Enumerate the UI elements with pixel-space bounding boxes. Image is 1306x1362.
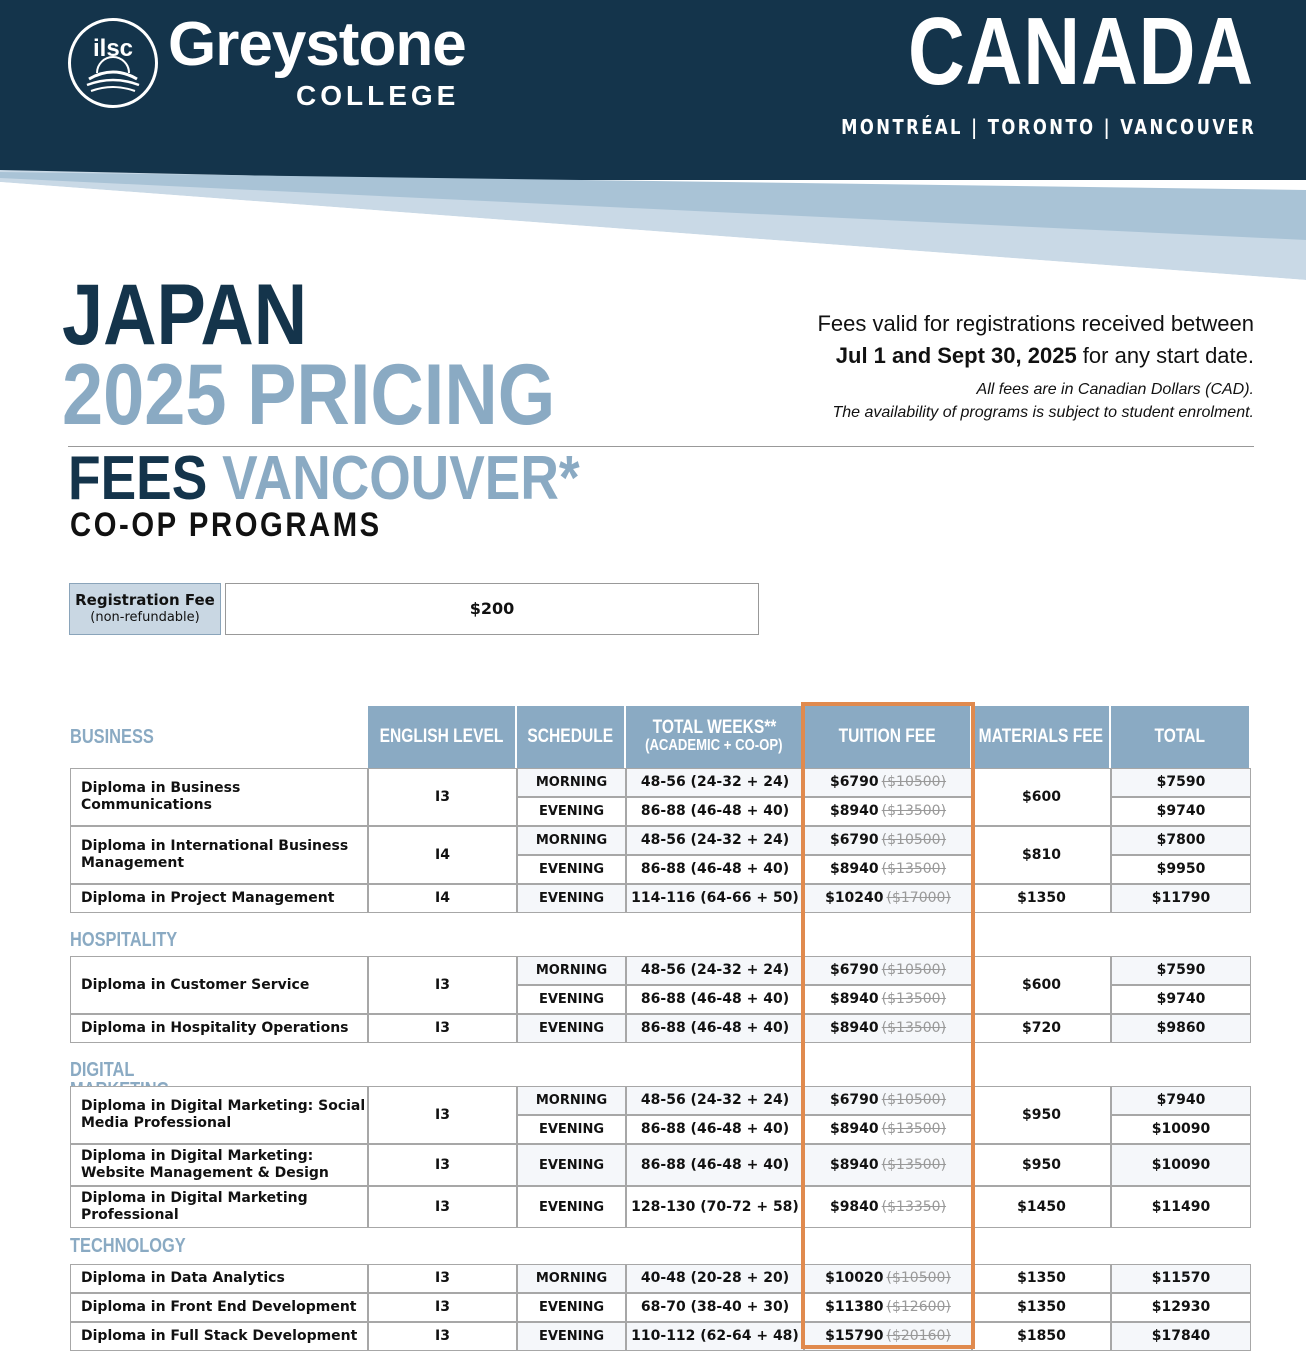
header-banner: [0, 0, 1306, 280]
materials-fee: $600: [972, 956, 1111, 1014]
tuition-fee: [804, 956, 972, 985]
schedule: MORNING: [517, 768, 626, 797]
programs-subtitle: CO-OP PROGRAMS: [70, 506, 382, 544]
original-price: ($13500): [881, 803, 947, 819]
schedule: MORNING: [517, 1264, 626, 1293]
original-price: ($10500): [881, 1092, 947, 1108]
english-level: I3: [368, 1264, 517, 1293]
header-total-weeks-sub: (ACADEMIC + CO-OP): [645, 737, 783, 754]
logo-badge: [68, 18, 158, 108]
total-weeks: 128-130 (70-72 + 58): [626, 1186, 804, 1228]
materials-fee: $1450: [972, 1186, 1111, 1228]
header-materials-fee: [972, 706, 1111, 768]
total-weeks: 114-116 (64-66 + 50): [626, 884, 804, 913]
registration-fee-title: Registration Fee: [75, 591, 215, 609]
english-level: I3: [368, 1144, 517, 1186]
program-name: Diploma in Digital Marketing: Website Management & Design: [70, 1144, 368, 1186]
tuition-price: $8940: [829, 803, 879, 819]
total-fee: $9740: [1111, 985, 1251, 1014]
total-weeks: 86-88 (46-48 + 40): [626, 1014, 804, 1043]
currency-note: [832, 378, 1254, 424]
tuition-fee: [804, 985, 972, 1014]
tuition-price: $11380: [825, 1299, 884, 1315]
english-level: I3: [368, 1014, 517, 1043]
program-name: Diploma in Customer Service: [70, 956, 368, 1014]
total-fee: $10090: [1111, 1144, 1251, 1186]
total-weeks: 86-88 (46-48 + 40): [626, 1115, 804, 1144]
schedule: MORNING: [517, 1086, 626, 1115]
validity-dates: Jul 1 and Sept 30, 2025: [835, 343, 1077, 368]
registration-fee-value: $200: [225, 583, 759, 635]
materials-fee: $950: [972, 1144, 1111, 1186]
tuition-fee: [804, 1086, 972, 1115]
total-weeks: 86-88 (46-48 + 40): [626, 985, 804, 1014]
materials-fee: $1350: [972, 1293, 1111, 1322]
pricing-title: 2025 PRICING: [62, 347, 556, 443]
original-price: ($13500): [881, 861, 947, 877]
tuition-fee: [804, 1144, 972, 1186]
header-english-level: [368, 706, 517, 768]
schedule: EVENING: [517, 1186, 626, 1228]
original-price: ($17000): [886, 890, 951, 906]
tuition-fee: [804, 797, 972, 826]
materials-fee: $1850: [972, 1322, 1111, 1351]
tuition-price: $8940: [829, 1020, 879, 1036]
total-weeks: 48-56 (24-32 + 24): [626, 826, 804, 855]
logo-subtitle: COLLEGE: [296, 80, 460, 111]
total-fee: $17840: [1111, 1322, 1251, 1351]
total-fee: $9950: [1111, 855, 1251, 884]
schedule: EVENING: [517, 1322, 626, 1351]
header-total-label: TOTAL: [1154, 726, 1206, 747]
header-tuition-fee: [804, 706, 972, 768]
materials-fee: $1350: [972, 884, 1111, 913]
header-total-weeks-label: TOTAL WEEKS**: [652, 717, 776, 738]
materials-fee: $600: [972, 768, 1111, 826]
fees-word: FEES: [68, 444, 208, 513]
fees-title: [68, 444, 580, 513]
english-level: I3: [368, 1186, 517, 1228]
tuition-fee: [804, 884, 972, 913]
materials-fee: $1350: [972, 1264, 1111, 1293]
header-schedule-label: SCHEDULE: [527, 726, 614, 747]
total-fee: $7590: [1111, 768, 1251, 797]
schedule: EVENING: [517, 884, 626, 913]
total-weeks: 86-88 (46-48 + 40): [626, 855, 804, 884]
category-business: BUSINESS: [70, 726, 154, 748]
total-weeks: 110-112 (62-64 + 48): [626, 1322, 804, 1351]
tuition-price: $6790: [829, 832, 879, 848]
tuition-fee: [804, 855, 972, 884]
header-schedule: [517, 706, 626, 768]
tuition-fee: [804, 1014, 972, 1043]
tuition-price: $6790: [829, 962, 879, 978]
tuition-price: $8940: [829, 991, 879, 1007]
schedule: MORNING: [517, 956, 626, 985]
schedule: EVENING: [517, 1293, 626, 1322]
header-english-level-label: ENGLISH LEVEL: [379, 726, 504, 747]
english-level: I4: [368, 884, 517, 913]
total-fee: $7800: [1111, 826, 1251, 855]
english-level: I3: [368, 1293, 517, 1322]
header-total: [1111, 706, 1251, 768]
tuition-price: $8940: [829, 1156, 879, 1173]
total-fee: $10090: [1111, 1115, 1251, 1144]
original-price: ($13500): [881, 1020, 947, 1036]
category-digital-marketing: DIGITAL: [70, 1059, 135, 1081]
english-level: I3: [368, 956, 517, 1014]
original-price: ($13350): [881, 1198, 947, 1215]
tuition-price: $15790: [825, 1328, 884, 1344]
schedule: EVENING: [517, 797, 626, 826]
total-fee: $11570: [1111, 1264, 1251, 1293]
original-price: ($20160): [886, 1328, 951, 1344]
schedule: EVENING: [517, 1014, 626, 1043]
original-price: ($13500): [881, 1156, 947, 1173]
total-weeks: 48-56 (24-32 + 24): [626, 768, 804, 797]
schedule: EVENING: [517, 855, 626, 884]
validity-statement: [817, 308, 1254, 372]
sunrise-icon: [71, 21, 155, 105]
header-materials-fee-label: MATERIALS FEE: [978, 726, 1103, 747]
materials-fee: $720: [972, 1014, 1111, 1043]
tuition-fee: [804, 1264, 972, 1293]
program-name: Diploma in Hospitality Operations: [70, 1014, 368, 1043]
tuition-fee: [804, 768, 972, 797]
schedule: EVENING: [517, 1115, 626, 1144]
total-fee: $12930: [1111, 1293, 1251, 1322]
original-price: ($13500): [881, 1121, 947, 1137]
total-weeks: 48-56 (24-32 + 24): [626, 1086, 804, 1115]
total-weeks: 68-70 (38-40 + 30): [626, 1293, 804, 1322]
total-weeks: 48-56 (24-32 + 24): [626, 956, 804, 985]
total-fee: $11790: [1111, 884, 1251, 913]
tuition-price: $6790: [829, 774, 879, 790]
tuition-price: $10020: [825, 1270, 884, 1286]
validity-line-1: Fees valid for registrations received between: [817, 311, 1254, 336]
program-name: Diploma in Full Stack Development: [70, 1322, 368, 1351]
logo-badge-text: ilsc: [92, 35, 134, 62]
original-price: ($13500): [881, 991, 947, 1007]
currency-note-1: All fees are in Canadian Dollars (CAD).: [976, 381, 1254, 398]
tuition-fee: [804, 1322, 972, 1351]
program-name: Diploma in Data Analytics: [70, 1264, 368, 1293]
tuition-price: $6790: [829, 1092, 879, 1108]
validity-line-2: [817, 340, 1254, 372]
original-price: ($10500): [886, 1270, 951, 1286]
program-name: Diploma in International Business Management: [70, 826, 368, 884]
original-price: ($10500): [881, 832, 947, 848]
materials-fee: $810: [972, 826, 1111, 884]
registration-fee-sublabel: (non-refundable): [90, 610, 200, 625]
total-weeks: 86-88 (46-48 + 40): [626, 797, 804, 826]
tuition-fee: [804, 826, 972, 855]
tuition-fee: [804, 1115, 972, 1144]
program-name: Diploma in Digital Marketing: Social Media Professional: [70, 1086, 368, 1144]
validity-tail: for any start date.: [1076, 343, 1254, 368]
total-weeks: 86-88 (46-48 + 40): [626, 1144, 804, 1186]
program-name: Diploma in Project Management: [70, 884, 368, 913]
english-level: I3: [368, 1322, 517, 1351]
materials-fee: $950: [972, 1086, 1111, 1144]
logo-name: Greystone: [168, 10, 466, 79]
program-name: Diploma in Front End Development: [70, 1293, 368, 1322]
city-list: MONTRÉAL | TORONTO | VANCOUVER: [840, 115, 1256, 139]
country-title: CANADA: [907, 0, 1254, 105]
tuition-fee: [804, 1186, 972, 1228]
header-total-weeks: [626, 706, 804, 768]
program-name: Diploma in Digital Marketing Professional: [70, 1186, 368, 1228]
tuition-price: $8940: [829, 1121, 879, 1137]
schedule: MORNING: [517, 826, 626, 855]
header-tuition-fee-label: TUITION FEE: [838, 726, 936, 747]
registration-fee-label: [69, 583, 221, 635]
english-level: I3: [368, 1086, 517, 1144]
category-hospitality: HOSPITALITY: [70, 929, 178, 951]
total-fee: $11490: [1111, 1186, 1251, 1228]
total-fee: $7940: [1111, 1086, 1251, 1115]
tuition-fee: [804, 1293, 972, 1322]
total-fee: $9860: [1111, 1014, 1251, 1043]
city-word: VANCOUVER*: [222, 444, 580, 513]
program-name: Diploma in Business Communications: [70, 768, 368, 826]
tuition-price: $10240: [825, 890, 884, 906]
original-price: ($12600): [886, 1299, 951, 1315]
total-weeks: 40-48 (20-28 + 20): [626, 1264, 804, 1293]
english-level: I3: [368, 768, 517, 826]
market-title: JAPAN: [62, 267, 308, 363]
total-fee: $7590: [1111, 956, 1251, 985]
schedule: EVENING: [517, 985, 626, 1014]
tuition-price: $8940: [829, 861, 879, 877]
original-price: ($10500): [881, 774, 947, 790]
category-technology: TECHNOLOGY: [70, 1235, 186, 1257]
schedule: EVENING: [517, 1144, 626, 1186]
original-price: ($10500): [881, 962, 947, 978]
currency-note-2: The availability of programs is subject to student enrolment.: [832, 404, 1254, 421]
total-fee: $9740: [1111, 797, 1251, 826]
tuition-price: $9840: [829, 1198, 879, 1215]
english-level: I4: [368, 826, 517, 884]
